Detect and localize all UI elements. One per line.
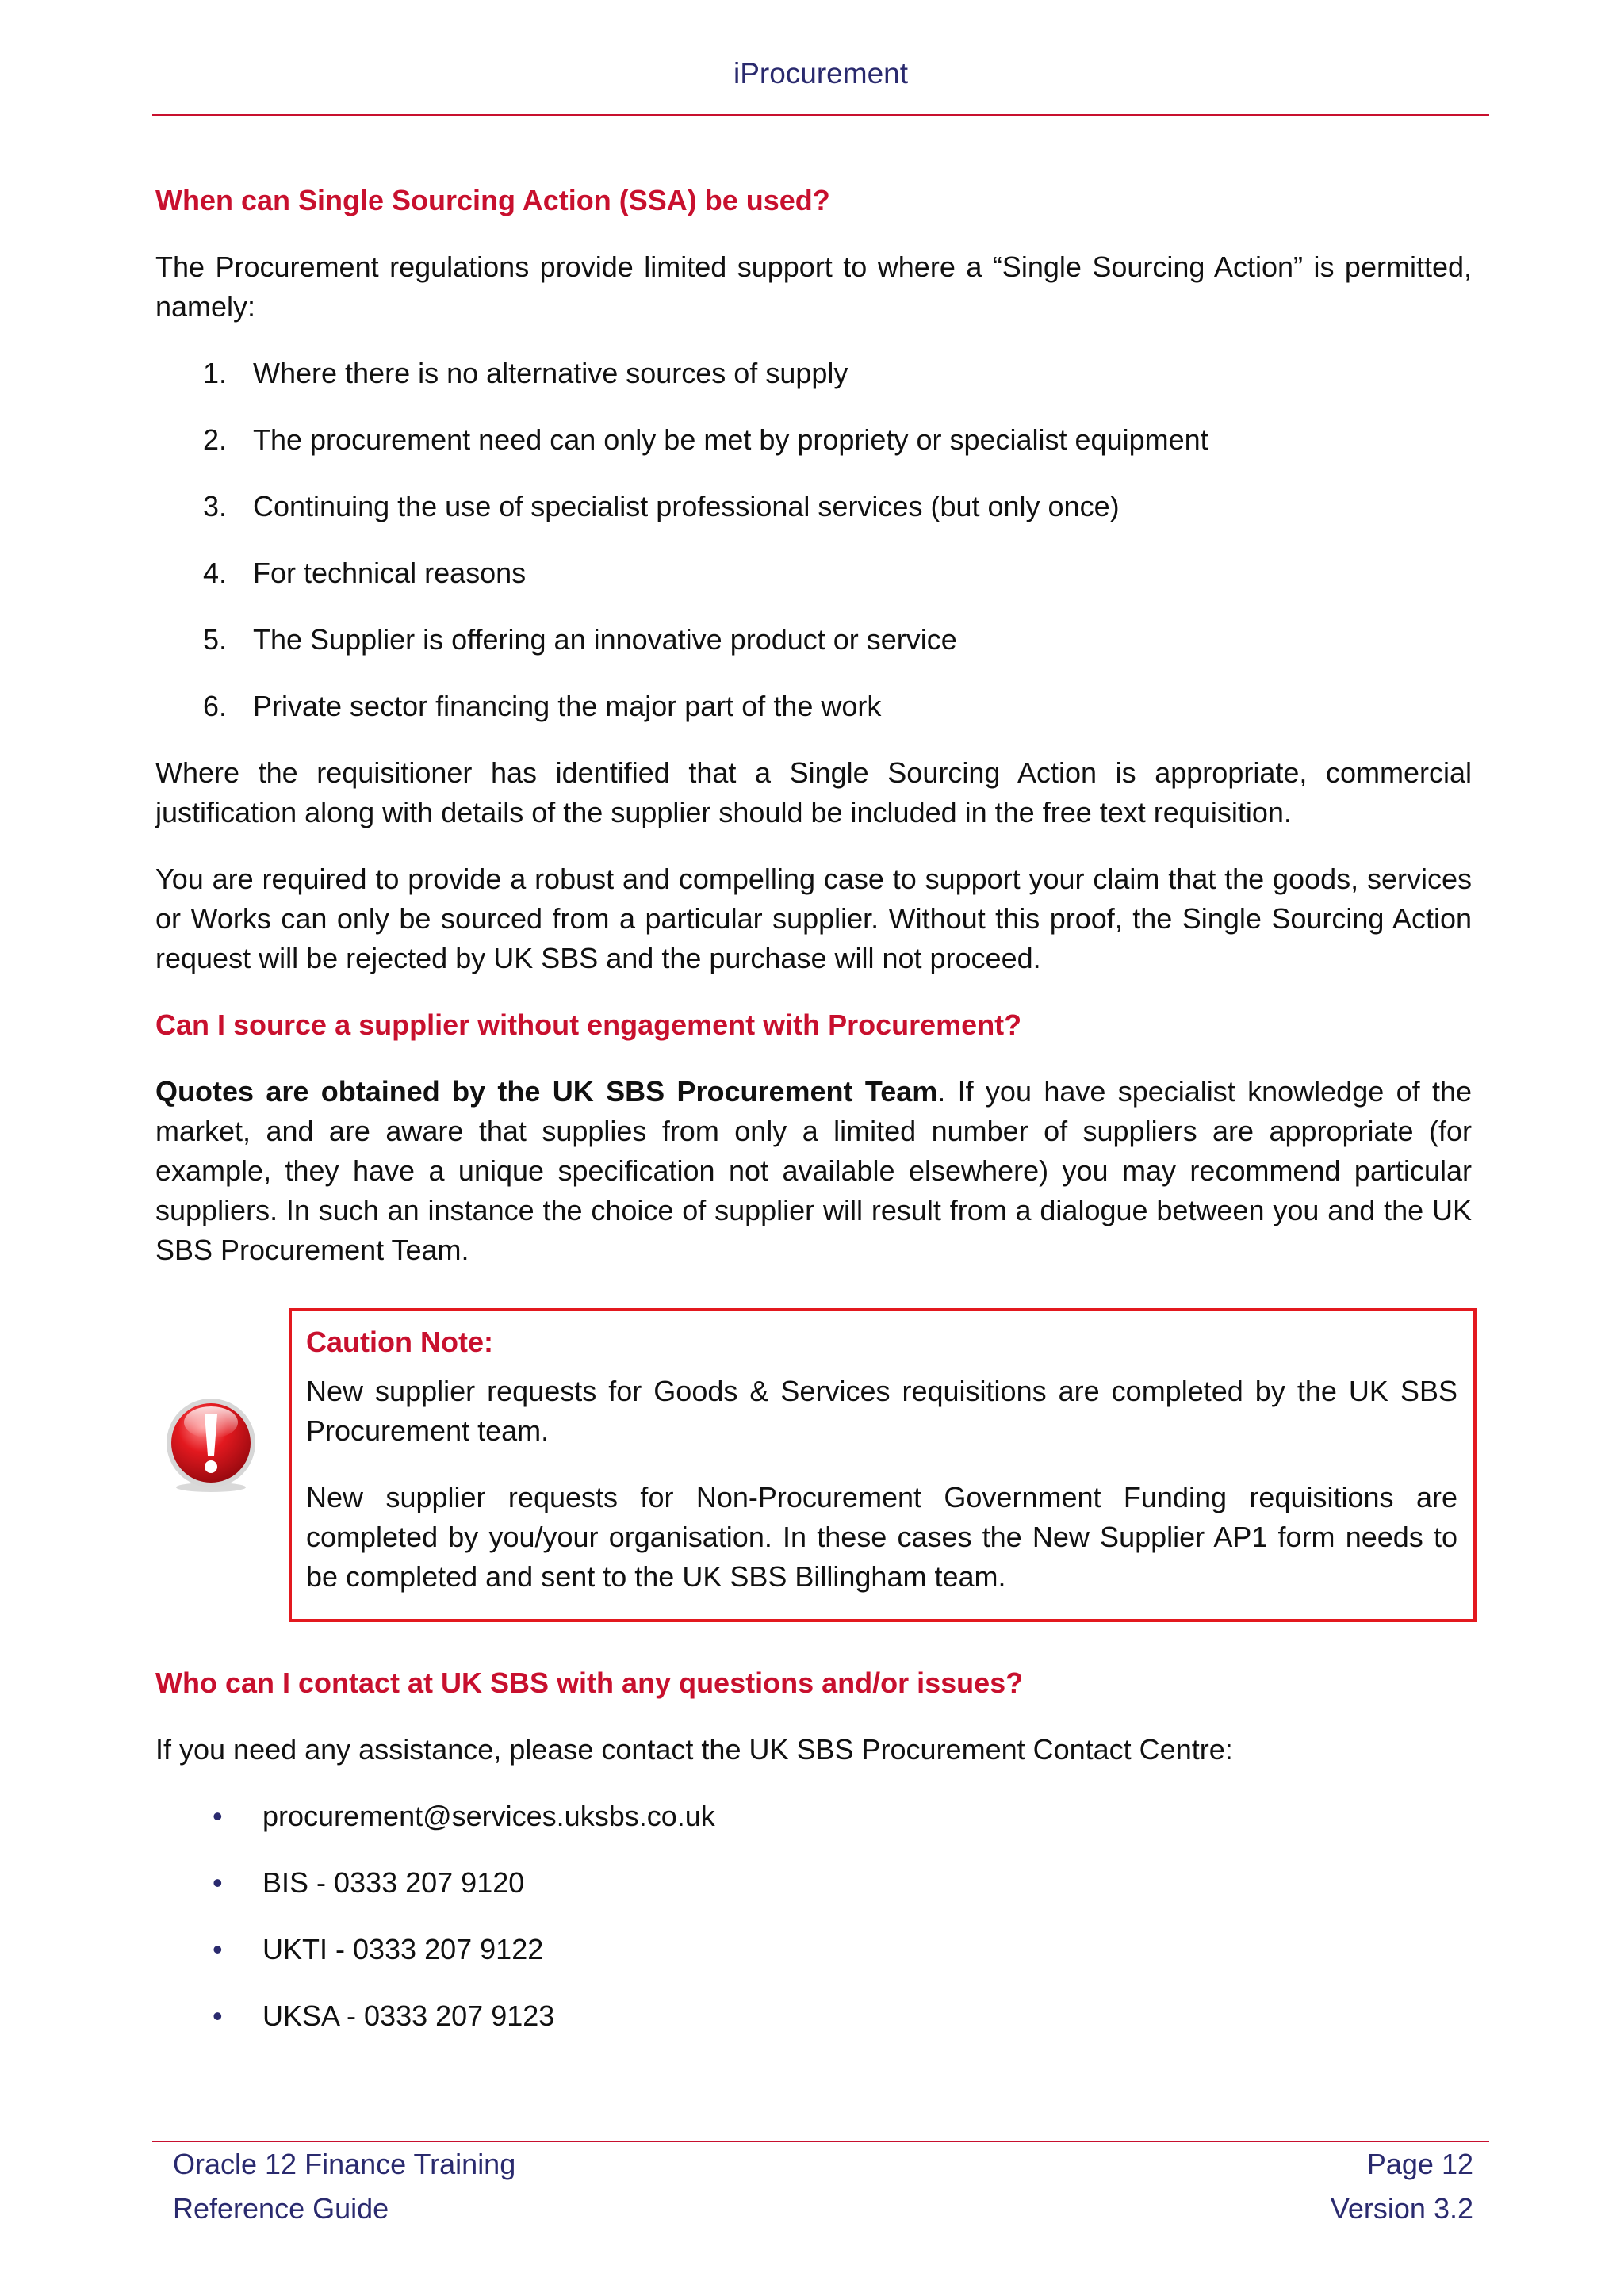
contact-phone-bis: BIS - 0333 207 9120	[262, 1866, 525, 1899]
contact-email: procurement@services.uksbs.co.uk	[262, 1800, 715, 1832]
footer-version: Version 3.2	[1330, 2192, 1473, 2225]
list-item-text: Continuing the use of specialist professional services (but only once)	[253, 490, 1120, 522]
engagement-heading: Can I source a supplier without engagement with Procurement?	[155, 1008, 1022, 1041]
list-number: 6.	[203, 690, 228, 722]
contact-list	[155, 1797, 1472, 2036]
list-item-text: Where there is no alternative sources of supply	[253, 357, 848, 389]
list-item	[155, 1863, 1472, 1903]
engagement-body: . If you have specialist knowledge of the market, and are aware that supplies from only a limited number of suppliers are appropriate (for example, they have a unique specification not available elsewhere) you may recommend particular suppliers. In such an instance the choice of supplier will result from a dialogue between you and the UK SBS Procurement Team.	[155, 1075, 1472, 1266]
list-number: 5.	[203, 623, 228, 656]
ssa-criteria-list	[155, 354, 1472, 726]
footer-page-number: Page 12	[1366, 2148, 1473, 2180]
ssa-proof-paragraph: You are required to provide a robust and compelling case to support your claim that the goods, services or Works can only be sourced from a particular supplier. Without this proof, the Single Sourcing Action request will be rejected by UK SBS and the purchase will not proceed.	[155, 863, 1472, 974]
caution-paragraph-non-procurement: New supplier requests for Non-Procurement Government Funding requisitions are completed by you/your organisation. In these cases the New Supplier AP1 form needs to be completed and sent to the UK SBS Billingham team.	[306, 1481, 1457, 1593]
list-item	[155, 687, 1472, 726]
running-header: iProcurement	[733, 57, 909, 90]
list-item	[155, 1996, 1472, 2036]
contact-phone-ukti: UKTI - 0333 207 9122	[262, 1933, 544, 1965]
list-item	[155, 487, 1472, 526]
caution-note-box	[289, 1308, 1477, 1622]
list-number: 3.	[203, 490, 228, 522]
list-item-text: Private sector financing the major part of the work	[253, 690, 882, 722]
list-item-text: For technical reasons	[253, 557, 527, 589]
caution-title: Caution Note:	[306, 1326, 493, 1358]
list-item	[155, 1797, 1472, 1836]
footer-course-title: Oracle 12 Finance Training	[173, 2148, 516, 2180]
exclamation-alert-icon	[162, 1395, 260, 1494]
engagement-bold-lead: Quotes are obtained by the UK SBS Procurement Team	[155, 1075, 938, 1108]
bullet-icon: •	[213, 1800, 223, 1832]
list-number: 4.	[203, 557, 228, 589]
list-number: 2.	[203, 423, 228, 456]
ssa-justification-paragraph: Where the requisitioner has identified that a Single Sourcing Action is appropriate, commercial justification along with details of the supplier should be included in the free text requisition.	[155, 756, 1472, 828]
list-item	[155, 1930, 1472, 1969]
bullet-icon: •	[213, 1933, 223, 1965]
caution-paragraph-goods: New supplier requests for Goods & Services requisitions are completed by the UK SBS Procurement team.	[306, 1375, 1457, 1447]
ssa-heading: When can Single Sourcing Action (SSA) be used?	[155, 184, 830, 216]
list-item	[155, 620, 1472, 660]
list-item	[155, 420, 1472, 460]
contact-phone-uksa: UKSA - 0333 207 9123	[262, 1999, 555, 2032]
list-number: 1.	[203, 357, 228, 389]
bullet-icon: •	[213, 1999, 223, 2032]
page-footer	[173, 2142, 1473, 2231]
list-item-text: The Supplier is offering an innovative product or service	[253, 623, 957, 656]
list-item-text: The procurement need can only be met by propriety or specialist equipment	[253, 423, 1208, 456]
header-rule	[152, 114, 1489, 116]
list-item	[155, 553, 1472, 593]
caution-section	[155, 1308, 1472, 1633]
bullet-icon: •	[213, 1866, 223, 1899]
contact-heading: Who can I contact at UK SBS with any questions and/or issues?	[155, 1667, 1024, 1699]
page-content	[155, 181, 1472, 2036]
list-item	[155, 354, 1472, 393]
contact-intro: If you need any assistance, please contact the UK SBS Procurement Contact Centre:	[155, 1733, 1233, 1766]
ssa-intro: The Procurement regulations provide limited support to where a “Single Sourcing Action” is permitted, namely:	[155, 251, 1472, 323]
footer-guide-title: Reference Guide	[173, 2192, 389, 2225]
engagement-paragraph	[155, 1072, 1472, 1270]
